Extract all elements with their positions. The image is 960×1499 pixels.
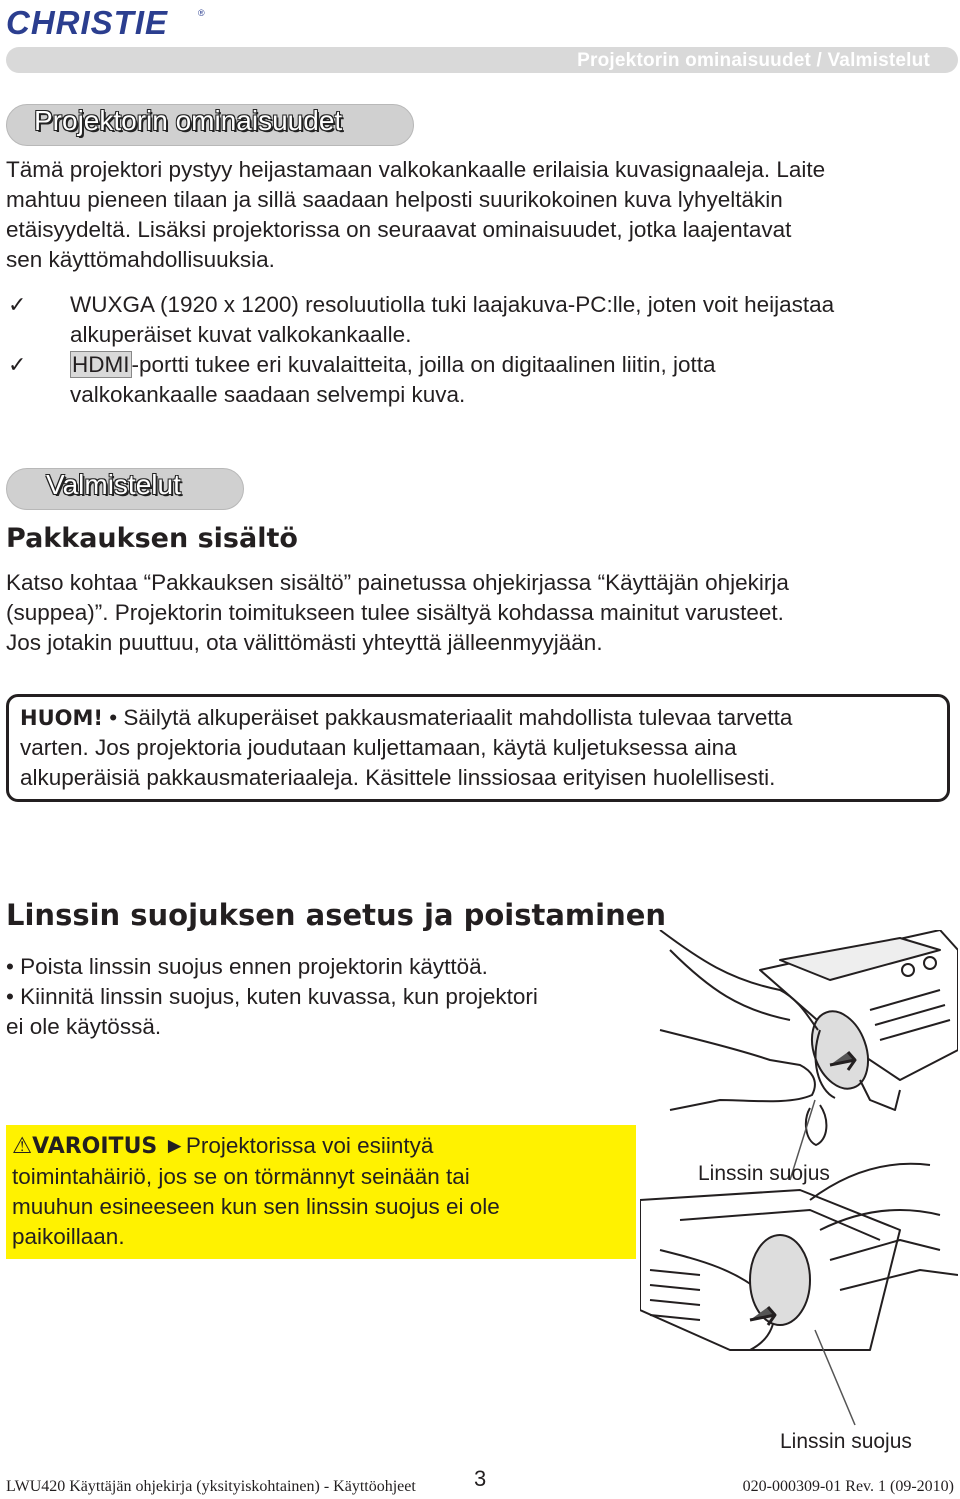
text-line: ei ole käytössä. xyxy=(6,1014,162,1039)
text-line: Jos jotakin puuttuu, ota välittömästi yhteyttä jälleenmyyjään. xyxy=(6,630,603,655)
warning-text xyxy=(12,1131,632,1252)
list-item xyxy=(8,290,958,350)
text-line: valkokankaalle saadaan selvempi kuva. xyxy=(70,382,466,407)
list-item: • Poista linssin suojus ennen projektorin käyttöä. xyxy=(6,954,488,979)
subsection-title: Pakkauksen sisältö xyxy=(6,523,298,554)
christie-logo xyxy=(6,4,206,40)
note-text xyxy=(20,703,940,793)
text-line: WUXGA (1920 x 1200) resoluutiolla tuki laajakuva-PC:lle, joten voit heijastaa xyxy=(70,292,835,317)
subsection-title: Linssin suojuksen asetus ja poistaminen xyxy=(6,898,667,932)
package-paragraph xyxy=(6,568,956,658)
footer-left: LWU420 Käyttäjän ohjekirja (yksityiskohtainen) - Käyttöohjeet xyxy=(6,1478,416,1495)
list-item: • Kiinnitä linssin suojus, kuten kuvassa, kun projektori xyxy=(6,984,538,1009)
svg-text:®: ® xyxy=(198,8,205,18)
checkmark-icon: ✓ xyxy=(8,352,27,377)
note-label: HUOM! xyxy=(20,706,103,730)
warning-label: VAROITUS xyxy=(32,1134,158,1159)
text-line: • Säilytä alkuperäiset pakkausmateriaalit mahdollista tulevaa tarvetta xyxy=(102,705,793,730)
checkmark-icon: ✓ xyxy=(8,292,27,317)
callout-label: Linssin suojus xyxy=(698,1162,830,1185)
text-line: etäisyydeltä. Lisäksi projektorissa on seuraavat ominaisuudet, jotka laajentavat xyxy=(6,217,792,242)
text-line: sen käyttömahdollisuuksia. xyxy=(6,247,275,272)
warning-icon: ⚠ xyxy=(12,1133,33,1158)
callout-label: Linssin suojus xyxy=(780,1430,912,1453)
text-line: Projektorissa voi esiintyä xyxy=(185,1133,434,1158)
text-line: -portti tukee eri kuvalaitteita, joilla on digitaalinen liitin, jotta xyxy=(131,352,716,377)
text-line: alkuperäiset kuvat valkokankaalle. xyxy=(70,322,412,347)
text-line: (suppea)”. Projektorin toimitukseen tulee sisältyä kohdassa mainitut varusteet. xyxy=(6,600,784,625)
breadcrumb: Projektorin ominaisuudet / Valmistelut xyxy=(577,50,930,71)
feature-list xyxy=(8,290,958,410)
text-line: paikoillaan. xyxy=(12,1224,125,1249)
svg-text:CHRISTIE: CHRISTIE xyxy=(6,4,169,40)
section-title: Valmistelut xyxy=(46,469,181,500)
text-line: Katso kohtaa “Pakkauksen sisältö” painetussa ohjekirjassa “Käyttäjän ohjekirja xyxy=(6,570,789,595)
lens-cap-illustration xyxy=(640,930,958,1470)
section-title: Projektorin ominaisuudet xyxy=(34,105,343,136)
list-item xyxy=(8,350,958,410)
footer-right: 020-000309-01 Rev. 1 (09-2010) xyxy=(742,1478,954,1495)
page-number: 3 xyxy=(474,1466,487,1491)
text-line: Tämä projektori pystyy heijastamaan valkokankaalle erilaisia kuvasignaaleja. Laite xyxy=(6,157,826,182)
text-line: alkuperäisiä pakkausmateriaaleja. Käsittele linssiosaa erityisen huolellisesti. xyxy=(20,765,776,790)
intro-paragraph xyxy=(6,155,956,275)
arrow-right-icon: ► xyxy=(163,1133,186,1158)
text-line: muuhun esineeseen kun sen linssin suojus ei ole xyxy=(12,1194,500,1219)
text-line: toimintahäiriö, jos se on törmännyt seinään tai xyxy=(12,1164,470,1189)
text-line: varten. Jos projektoria joudutaan kuljettamaan, käytä kuljetuksessa aina xyxy=(20,735,737,760)
lens-cap-instructions xyxy=(6,952,646,1042)
text-line: mahtuu pieneen tilaan ja sillä saadaan helposti suurikokoinen kuva lyhyeltäkin xyxy=(6,187,783,212)
hdmi-term: HDMI xyxy=(72,352,130,377)
